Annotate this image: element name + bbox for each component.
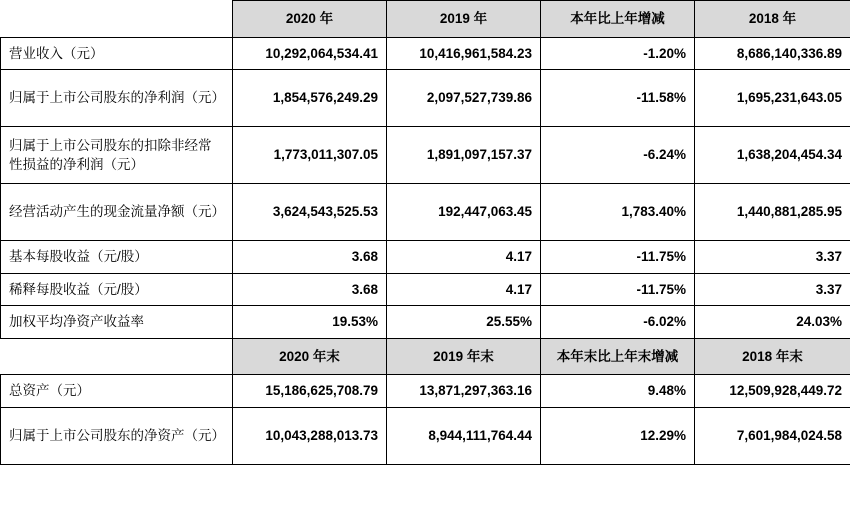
header-corner-cell-2 <box>1 338 233 375</box>
table-row <box>1 70 850 127</box>
cell-revenue-2018: 8,686,140,336.89 <box>695 37 850 70</box>
row-label-operating-cash-flow: 经营活动产生的现金流量净额（元） <box>1 184 233 241</box>
cell-basic-eps-change: -11.75% <box>541 241 695 274</box>
table-row <box>1 37 850 70</box>
row-label-weighted-roe: 加权平均净资产收益率 <box>1 306 233 339</box>
row-label-basic-eps: 基本每股收益（元/股） <box>1 241 233 274</box>
cell-revenue-change: -1.20% <box>541 37 695 70</box>
table-row <box>1 306 850 339</box>
cell-net-profit-deducted-change: -6.24% <box>541 127 695 184</box>
table-row <box>1 407 850 464</box>
table-row <box>1 241 850 274</box>
cell-operating-cash-flow-2020: 3,624,543,525.53 <box>233 184 387 241</box>
cell-net-assets-change: 12.29% <box>541 407 695 464</box>
cell-diluted-eps-change: -11.75% <box>541 273 695 306</box>
cell-net-profit-2020: 1,854,576,249.29 <box>233 70 387 127</box>
row-label-total-assets: 总资产（元） <box>1 375 233 408</box>
cell-basic-eps-2019: 4.17 <box>387 241 541 274</box>
header-col-2020-yearend: 2020 年末 <box>233 338 387 375</box>
cell-net-profit-2019: 2,097,527,739.86 <box>387 70 541 127</box>
cell-operating-cash-flow-2018: 1,440,881,285.95 <box>695 184 850 241</box>
table-header-row-yearend <box>1 338 850 375</box>
cell-total-assets-2019: 13,871,297,363.16 <box>387 375 541 408</box>
header-col-2019: 2019 年 <box>387 1 541 38</box>
header-col-2019-yearend: 2019 年末 <box>387 338 541 375</box>
cell-basic-eps-2020: 3.68 <box>233 241 387 274</box>
table-row <box>1 273 850 306</box>
row-label-net-assets: 归属于上市公司股东的净资产（元） <box>1 407 233 464</box>
cell-diluted-eps-2018: 3.37 <box>695 273 850 306</box>
header-col-2018: 2018 年 <box>695 1 850 38</box>
table-row <box>1 375 850 408</box>
cell-diluted-eps-2020: 3.68 <box>233 273 387 306</box>
cell-operating-cash-flow-change: 1,783.40% <box>541 184 695 241</box>
row-label-net-profit-deducted: 归属于上市公司股东的扣除非经常性损益的净利润（元） <box>1 127 233 184</box>
cell-weighted-roe-2018: 24.03% <box>695 306 850 339</box>
table-row <box>1 184 850 241</box>
cell-weighted-roe-2020: 19.53% <box>233 306 387 339</box>
cell-total-assets-2020: 15,186,625,708.79 <box>233 375 387 408</box>
row-label-net-profit: 归属于上市公司股东的净利润（元） <box>1 70 233 127</box>
cell-diluted-eps-2019: 4.17 <box>387 273 541 306</box>
row-label-revenue: 营业收入（元） <box>1 37 233 70</box>
table-row <box>1 127 850 184</box>
cell-total-assets-2018: 12,509,928,449.72 <box>695 375 850 408</box>
cell-net-profit-deducted-2018: 1,638,204,454.34 <box>695 127 850 184</box>
header-corner-cell <box>1 1 233 38</box>
cell-revenue-2019: 10,416,961,584.23 <box>387 37 541 70</box>
header-col-2020: 2020 年 <box>233 1 387 38</box>
row-label-diluted-eps: 稀释每股收益（元/股） <box>1 273 233 306</box>
header-col-change-yearend: 本年末比上年末增减 <box>541 338 695 375</box>
header-col-2018-yearend: 2018 年末 <box>695 338 850 375</box>
cell-net-assets-2020: 10,043,288,013.73 <box>233 407 387 464</box>
cell-net-profit-2018: 1,695,231,643.05 <box>695 70 850 127</box>
cell-net-assets-2018: 7,601,984,024.58 <box>695 407 850 464</box>
cell-operating-cash-flow-2019: 192,447,063.45 <box>387 184 541 241</box>
cell-total-assets-change: 9.48% <box>541 375 695 408</box>
cell-revenue-2020: 10,292,064,534.41 <box>233 37 387 70</box>
table-header-row-annual <box>1 1 850 38</box>
cell-weighted-roe-2019: 25.55% <box>387 306 541 339</box>
cell-basic-eps-2018: 3.37 <box>695 241 850 274</box>
cell-net-profit-change: -11.58% <box>541 70 695 127</box>
cell-net-profit-deducted-2019: 1,891,097,157.37 <box>387 127 541 184</box>
header-col-change: 本年比上年增减 <box>541 1 695 38</box>
cell-net-assets-2019: 8,944,111,764.44 <box>387 407 541 464</box>
cell-weighted-roe-change: -6.02% <box>541 306 695 339</box>
cell-net-profit-deducted-2020: 1,773,011,307.05 <box>233 127 387 184</box>
